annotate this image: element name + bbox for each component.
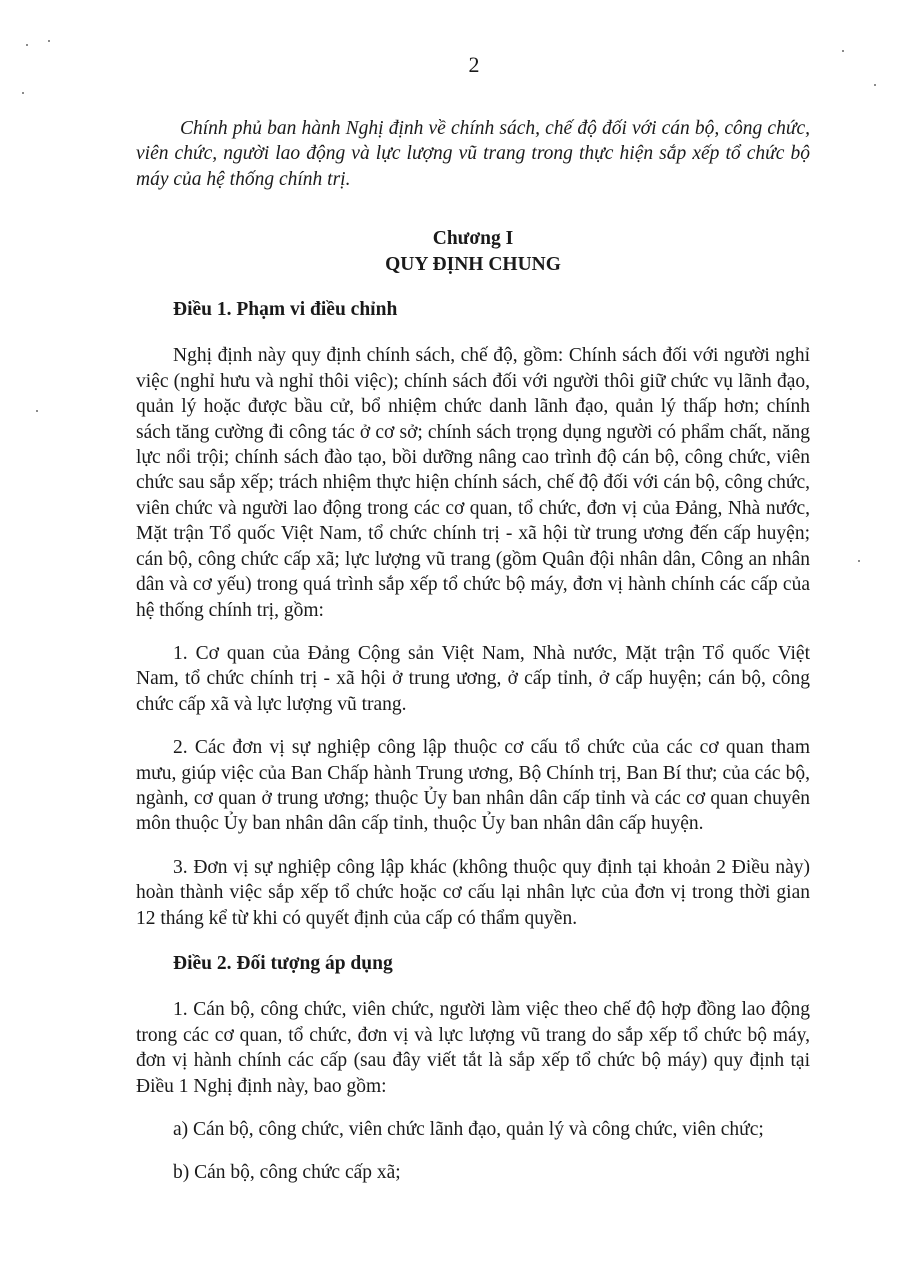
scan-speck [22, 92, 24, 94]
article-2-point-a: a) Cán bộ, công chức, viên chức lãnh đạo, quản lý và công chức, viên chức; [173, 1119, 764, 1140]
article-2-title: Điều 2. Đối tượng áp dụng [173, 952, 393, 974]
article-1-clause-2: 2. Các đơn vị sự nghiệp công lập thuộc cơ cấu tổ chức của các cơ quan tham mưu, giúp việc của Ban Chấp hành Trung ương, Bộ Chính trị, Ban Bí thư; của các bộ, ngành, cơ quan ở trung ương; thuộc Ủy ban nhân dân cấp tỉnh và các cơ quan chuyên môn thuộc Ủy ban nhân dân cấp tỉnh, thuộc Ủy ban nhân dân cấp huyện. [136, 737, 810, 835]
article-1-intro: Nghị định này quy định chính sách, chế độ, gồm: Chính sách đối với người nghỉ việc (nghỉ hưu và nghỉ thôi việc); chính sách đối với người thôi giữ chức vụ lãnh đạo, quản lý hoặc được bầu cử, bổ nhiệm chức danh lãnh đạo, quản lý thấp hơn; chính sách tăng cường đi công tác ở cơ sở; chính sách trọng dụng người có phẩm chất, năng lực nổi trội; chính sách đào tạo, bồi dưỡng nâng cao trình độ cán bộ, công chức, viên chức sau sắp xếp; trách nhiệm thực hiện chính sách, chế độ đối với cán bộ, công chức, viên chức và người lao động trong các cơ quan, tổ chức, đơn vị của Đảng, Nhà nước, Mặt trận Tổ quốc Việt Nam, tổ chức chính trị - xã hội từ trung ương đến cấp huyện; cán bộ, công chức cấp xã; lực lượng vũ trang (gồm Quân đội nhân dân, Công an nhân dân và cơ yếu) trong quá trình sắp xếp tổ chức bộ máy, đơn vị hành chính các cấp của hệ thống chính trị, gồm: [136, 345, 810, 621]
article-2-point-b: b) Cán bộ, công chức cấp xã; [173, 1162, 401, 1184]
scan-speck [36, 410, 38, 412]
chapter-title: QUY ĐỊNH CHUNG [385, 253, 561, 275]
article-1-clause-1: 1. Cơ quan của Đảng Cộng sản Việt Nam, Nhà nước, Mặt trận Tổ quốc Việt Nam, tổ chức chính trị - xã hội ở trung ương, ở cấp tỉnh, ở cấp huyện; cán bộ, công chức cấp xã và lực lượng vũ trang. [136, 642, 810, 715]
scan-speck [874, 84, 876, 86]
preamble: Chính phủ ban hành Nghị định về chính sách, chế độ đối với cán bộ, công chức, viên chức, người lao động và lực lượng vũ trang trong thực hiện sắp xếp tổ chức bộ máy của hệ thống chính trị. [136, 118, 810, 190]
document-body [136, 116, 810, 1186]
scan-speck [842, 50, 844, 52]
article-1-title: Điều 1. Phạm vi điều chỉnh [173, 299, 398, 321]
article-2-clause-1: 1. Cán bộ, công chức, viên chức, người làm việc theo chế độ hợp đồng lao động trong các cơ quan, tổ chức, đơn vị và lực lượng vũ trang do sắp xếp tổ chức bộ máy, đơn vị hành chính các cấp (sau đây viết tắt là sắp xếp tổ chức bộ máy) quy định tại Điều 1 Nghị định này, bao gồm: [136, 999, 810, 1097]
scan-speck [48, 40, 50, 42]
scan-speck [858, 560, 860, 562]
page-number: 2 [468, 52, 480, 77]
article-1-clause-3: 3. Đơn vị sự nghiệp công lập khác (không thuộc quy định tại khoản 2 Điều này) hoàn thành việc sắp xếp tổ chức hoặc cơ cấu lại nhân lực của đơn vị trong thời gian 12 tháng kể từ khi có quyết định của cấp có thẩm quyền. [136, 856, 810, 929]
scan-speck [26, 44, 28, 46]
chapter-number: Chương I [432, 228, 514, 250]
